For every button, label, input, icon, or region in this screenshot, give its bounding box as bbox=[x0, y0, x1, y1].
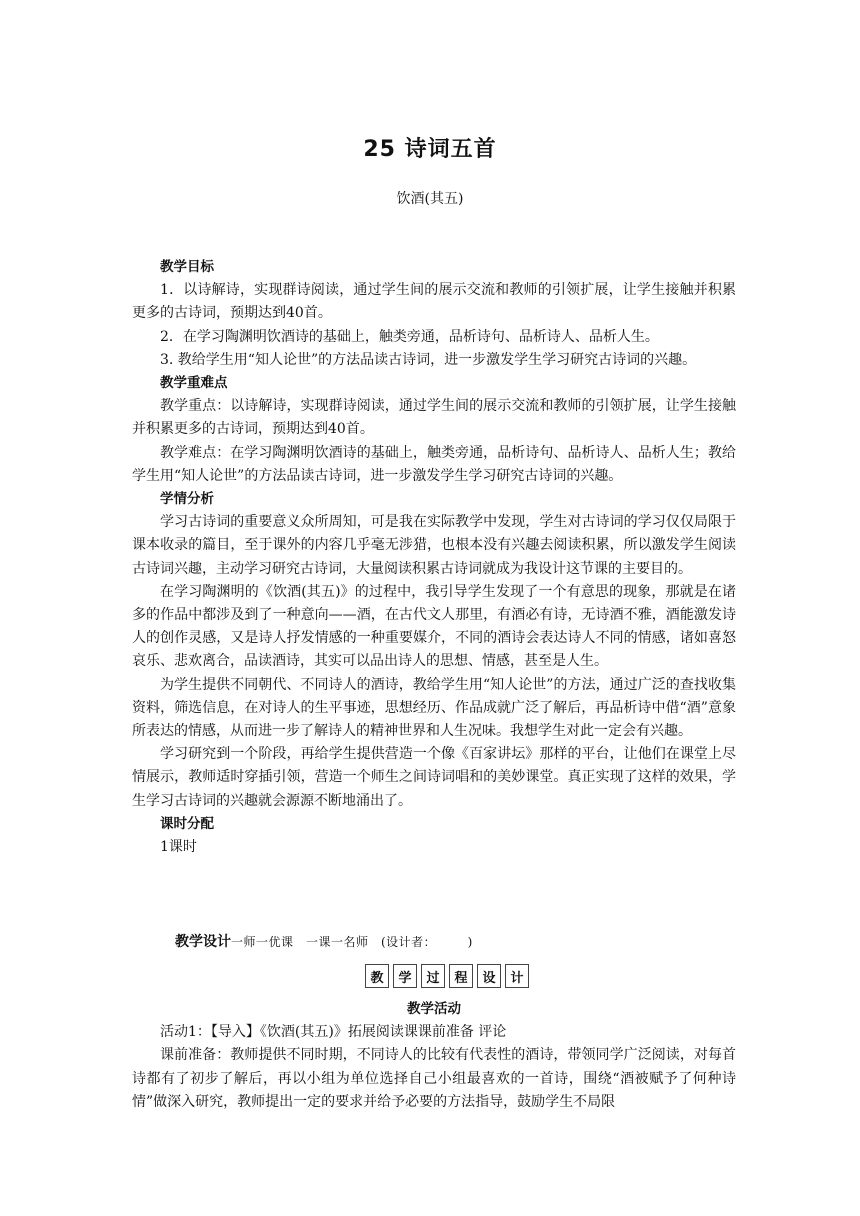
process-char: 过 bbox=[421, 964, 445, 988]
activity-heading: 教学活动 bbox=[407, 1001, 461, 1017]
paragraph: 在学习陶渊明的《饮酒(其五)》的过程中，我引导学生发现了一个有意思的现象，那就是在诸多的作品中都涉及到了一种意向——酒，在古代文人那里，有酒必有诗，无诗酒不雅，酒能激发诗人的创作灵感，又是诗人抒发情感的一种重要媒介，不同的酒诗会表达诗人不同的情感，诸如喜怒哀乐、悲欢离合，品读酒诗，其实可以品出诗人的思想、情感，甚至是人生。 bbox=[132, 583, 736, 670]
activity-line: 活动1：【导入】《饮酒(其五)》拓展阅读课课前准备 评论 bbox=[160, 1024, 507, 1041]
process-char: 计 bbox=[505, 964, 529, 988]
activity-section bbox=[132, 998, 736, 1114]
paragraph: 学习研究到一个阶段，再给学生提供营造一个像《百家讲坛》那样的平台，让他们在课堂上尽情展示，教师适时穿插引领，营造一个师生之间诗词唱和的美妙课堂。真正实现了这样的效果，学生学习古诗词的兴趣就会源源不断地涌出了。 bbox=[132, 746, 736, 809]
paragraph: 2．在学习陶渊明饮酒诗的基础上，触类旁通，品析诗句、品析诗人、品析人生。 bbox=[160, 328, 659, 345]
design-sub: 一师一优课 一课一名师 (设计者： ) bbox=[231, 935, 473, 949]
paragraph: 3. 教给学生用“知人论世”的方法品读古诗词，进一步激发学生学习研究古诗词的兴趣。 bbox=[160, 351, 697, 368]
process-heading bbox=[365, 964, 533, 988]
lesson-title: 25 诗词五首 bbox=[363, 137, 497, 162]
design-label: 教学设计 bbox=[175, 934, 231, 950]
process-char: 学 bbox=[393, 964, 417, 988]
lesson-body bbox=[132, 256, 736, 859]
poem-subtitle: 饮酒(其五) bbox=[396, 191, 464, 207]
process-char: 教 bbox=[365, 964, 389, 988]
section-heading: 课时分配 bbox=[160, 815, 214, 832]
paragraph: 为学生提供不同朝代、不同诗人的酒诗，教给学生用“知人论世”的方法，通过广泛的查找收集资料，筛选信息，在对诗人的生平事迹，思想经历、作品成就广泛了解后，再品析诗中借“酒”意象所表达的情感，从而进一步了解诗人的精神世界和人生况味。我想学生对此一定会有兴趣。 bbox=[132, 676, 736, 740]
process-char: 设 bbox=[477, 964, 501, 988]
paragraph: 学习古诗词的重要意义众所周知，可是我在实际教学中发现，学生对古诗词的学习仅仅局限于课本收录的篇目，至于课外的内容几乎毫无涉猎，也根本没有兴趣去阅读积累，所以激发学生阅读古诗词兴趣，主动学习研究古诗词，大量阅读积累古诗词就成为我设计这节课的主要目的。 bbox=[132, 514, 736, 577]
process-char: 程 bbox=[449, 964, 473, 988]
paragraph: 1．以诗解诗，实现群诗阅读，通过学生间的展示交流和教师的引领扩展，让学生接触并积累更多的古诗词，预期达到40首。 bbox=[132, 282, 736, 322]
paragraph: 教学难点：在学习陶渊明饮酒诗的基础上，触类旁通，品析诗句、品析诗人、品析人生；教给学生用“知人论世”的方法品读古诗词，进一步激发学生学习研究古诗词的兴趣。 bbox=[132, 444, 736, 484]
section-heading: 教学重难点 bbox=[160, 375, 228, 392]
activity-paragraph: 课前准备：教师提供不同时期，不同诗人的比较有代表性的酒诗，带领同学广泛阅读，对每首诗都有了初步了解后，再以小组为单位选择自己小组最喜欢的一首诗，围绕“酒被赋予了何种诗情”做深入研究，教师提出一定的要求并给予必要的方法指导，鼓励学生不局限 bbox=[132, 1047, 736, 1110]
section-heading: 教学目标 bbox=[160, 259, 214, 275]
section-heading: 学情分析 bbox=[160, 491, 214, 508]
paragraph: 1课时 bbox=[160, 839, 197, 856]
design-line bbox=[175, 931, 473, 951]
paragraph: 教学重点：以诗解诗，实现群诗阅读，通过学生间的展示交流和教师的引领扩展，让学生接触并积累更多的古诗词，预期达到40首。 bbox=[132, 398, 736, 438]
